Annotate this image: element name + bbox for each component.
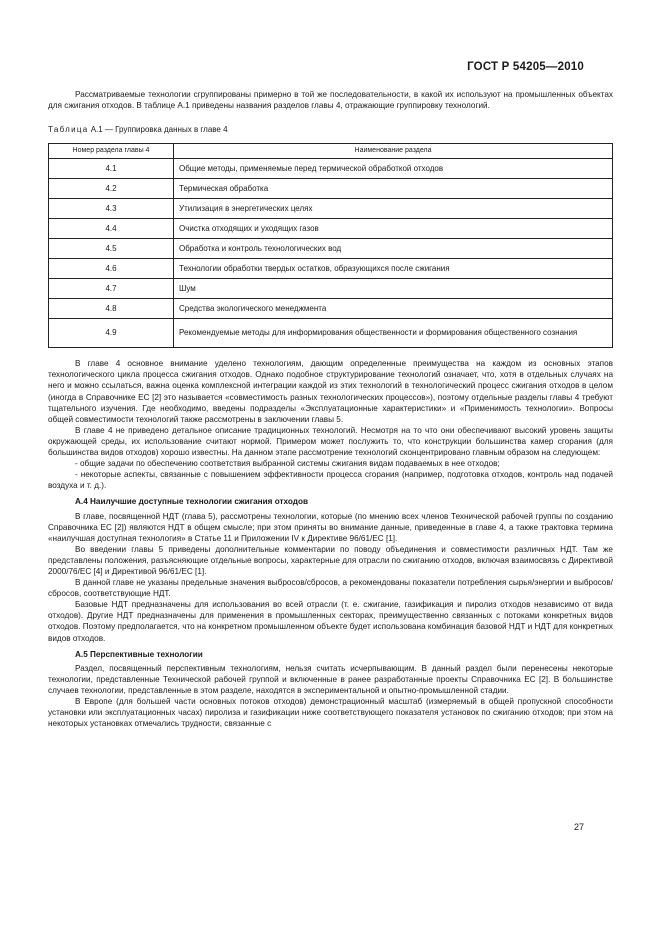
section-name-cell: Утилизация в энергетических целях bbox=[174, 199, 613, 219]
table-row bbox=[49, 239, 613, 259]
section-name-cell: Термическая обработка bbox=[174, 179, 613, 199]
table-row bbox=[49, 279, 613, 299]
table-caption-title: А.1 — Группировка данных в главе 4 bbox=[88, 125, 228, 135]
section-name-cell: Обработка и контроль технологических вод bbox=[174, 239, 613, 259]
section-name-cell: Средства экологического менеджмента bbox=[174, 299, 613, 319]
section-heading-a4: А.4 Наилучшие доступные технологии сжигания отходов bbox=[75, 497, 308, 507]
body-paragraph: В главе 4 основное внимание уделено технологиям, дающим определенные преимущества на каждом из основных этапов технологического цикла процесса сжигания отходов. Однако подобное структурирование технологий означает, что, хотя в отдельных случаях на него и можно ссылаться, важна оценка комплексной интеграции каждой из этих технологий в технологический процесс сжигания отходов в целом (иногда в Справочнике ЕС [2] это называется «совместимость разных технологических процессов»), поэтому отдельные разделы главы 4 требуют тщательного изучения. Где необходимо, введены подразделы «Эксплуатационные характеристики» и «Применимость технологии». Вопросы общей совместимости технологий также рассмотрены в заключении главы 5. bbox=[48, 359, 613, 424]
table-caption bbox=[48, 124, 613, 135]
section-name-cell: Очистка отходящих и уходящих газов bbox=[174, 219, 613, 239]
section-number-cell: 4.8 bbox=[49, 299, 174, 319]
section-name-cell: Шум bbox=[174, 279, 613, 299]
page-number: 27 bbox=[573, 822, 584, 832]
table-row bbox=[49, 319, 613, 348]
page-content bbox=[48, 89, 613, 729]
section-name-cell: Общие методы, применяемые перед термической обработкой отходов bbox=[174, 159, 613, 179]
section-number-cell: 4.3 bbox=[49, 199, 174, 219]
column-header-section-name: Наименование раздела bbox=[174, 144, 613, 159]
body-paragraph: В Европе (для большей части основных потоков отходов) демонстрационный масштаб (измеряемый в общей пропускной способности установки или эксплуатационных часах) пиролиза и газификации ниже соответствующего показателя установок по сжиганию отходов; при этом на некоторых установках отмечались трудности, связанные с bbox=[48, 697, 613, 729]
section-number-cell: 4.9 bbox=[49, 319, 174, 348]
body-paragraph: В главе, посвященной НДТ (глава 5), рассмотрены технологии, которые (по мнению всех членов Технической рабочей группы по созданию Справочника ЕС [2]) являются НДТ в общем смысле; при этом приняты во внимание данные, приведенные в главе 4, а также трактовка термина «наилучшая доступная технология» в Статье 11 и Приложении IV к Директиве 96/61/ЕС [1]. bbox=[48, 511, 613, 543]
table-row bbox=[49, 259, 613, 279]
intro-paragraph: Рассматриваемые технологии сгруппированы примерно в той же последовательности, в какой их используют на промышленных объектах для сжигания отходов. В таблице А.1 приведены названия разделов главы 4, отражающие группировку технологий. bbox=[48, 90, 613, 111]
document-code-header: ГОСТ Р 54205—2010 bbox=[467, 61, 584, 73]
body-paragraph: Базовые НДТ предназначены для использования во всей отрасли (т. е. сжигание, газификация и пиролиз отходов независимо от вида отходов). Другие НДТ предназначены для применения в промышленных секторах, преимущественно связанных с потоками конкретных видов отходов. Поэтому предполагается, что на конкретном промышленном объекте будет использована комбинация базовой НДТ и НДТ для конкретных видов отходов. bbox=[48, 600, 613, 643]
table-row bbox=[49, 299, 613, 319]
table-header-row bbox=[49, 144, 613, 159]
section-number-cell: 4.6 bbox=[49, 259, 174, 279]
table-row bbox=[49, 159, 613, 179]
section-heading-a5: А.5 Перспективные технологии bbox=[75, 649, 203, 659]
body-paragraph: В данной главе не указаны предельные значения выбросов/сбросов, а рекомендованы показатели потребления сырья/энергии и выбросов/сбросов, соответствующие НДТ. bbox=[48, 578, 613, 599]
section-number-cell: 4.1 bbox=[49, 159, 174, 179]
body-paragraph: Во введении главы 5 приведены дополнительные комментарии по поводу объединения и совместимости различных НДТ. Там же представлены положения, разъясняющие отдельные вопросы, характерные для отрасли по сжиганию отходов, включая взаимосвязь с Директивой 2000/76/ЕС [4] и Директивой 96/61/ЕС [1]. bbox=[48, 544, 613, 576]
table-row bbox=[49, 219, 613, 239]
list-item: - общие задачи по обеспечению соответствия выбранной системы сжигания видам подаваемых в нее отходов; bbox=[75, 459, 500, 469]
grouping-table bbox=[48, 143, 613, 348]
section-name-cell: Рекомендуемые методы для информирования общественности и формирования общественного сознания bbox=[174, 319, 613, 348]
table-row bbox=[49, 179, 613, 199]
section-number-cell: 4.5 bbox=[49, 239, 174, 259]
section-number-cell: 4.7 bbox=[49, 279, 174, 299]
section-name-cell: Технологии обработки твердых остатков, образующихся после сжигания bbox=[174, 259, 613, 279]
table-caption-prefix: Таблица bbox=[48, 125, 89, 135]
section-number-cell: 4.2 bbox=[49, 179, 174, 199]
body-paragraph: Раздел, посвященный перспективным технологиям, нельзя считать исчерпывающим. В данный раздел были перенесены некоторые технологии, представленные Технической рабочей группой и включенные в ранее разработанные проекты Справочника ЕС [2]. В большинстве случаев технологии, представленные в этом разделе, находятся в экспериментальной и опытно-промышленной стадии. bbox=[48, 663, 613, 695]
section-number-cell: 4.4 bbox=[49, 219, 174, 239]
list-item: - некоторые аспекты, связанные с повышением эффективности процесса сгорания (например, подготовка отходов, контроль над подачей воздуха и т. д.). bbox=[48, 470, 613, 491]
body-paragraph: В главе 4 не приведено детальное описание традиционных технологий. Несмотря на то что они обеспечивают высокий уровень защиты окружающей среды, их использование считают нормой. Примером может послужить то, что конструкции большинства камер сгорания (для большинства видов отходов) хорошо известны. На данном этапе рассмотрение технологий сконцентрировано главным образом на следующем: bbox=[48, 425, 613, 458]
column-header-section-number: Номер раздела главы 4 bbox=[49, 144, 174, 159]
table-row bbox=[49, 199, 613, 219]
